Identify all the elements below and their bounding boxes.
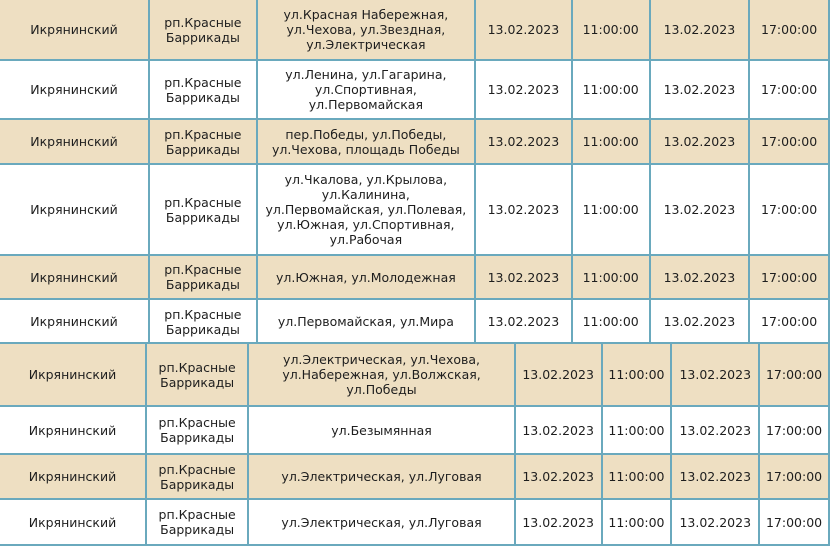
end-date-cell: 13.02.2023 — [650, 119, 750, 164]
start-date-cell: 13.02.2023 — [515, 406, 602, 454]
table-row — [0, 299, 829, 344]
end-date-cell: 13.02.2023 — [650, 255, 750, 299]
start-time-cell: 11:00:00 — [572, 119, 650, 164]
end-time-cell: 17:00:00 — [749, 164, 829, 255]
table-row — [0, 454, 829, 499]
end-date-cell: 13.02.2023 — [650, 164, 750, 255]
end-date-cell: 13.02.2023 — [650, 60, 750, 119]
end-time-cell: 17:00:00 — [749, 299, 829, 344]
streets-cell: ул.Электрическая, ул.Чехова, ул.Набережная, ул.Волжская, ул.Победы — [248, 343, 514, 406]
streets-cell: ул.Первомайская, ул.Мира — [257, 299, 475, 344]
district-cell: Икрянинский — [0, 164, 149, 255]
start-date-cell: 13.02.2023 — [475, 0, 572, 60]
end-time-cell: 17:00:00 — [759, 499, 829, 545]
start-time-cell: 11:00:00 — [572, 299, 650, 344]
district-cell: Икрянинский — [0, 499, 146, 545]
district-cell: Икрянинский — [0, 60, 149, 119]
start-time-cell: 11:00:00 — [572, 164, 650, 255]
streets-cell: ул.Электрическая, ул.Луговая — [248, 499, 514, 545]
end-date-cell: 13.02.2023 — [671, 454, 759, 499]
settlement-cell: рп.Красные Баррикады — [146, 499, 248, 545]
district-cell: Икрянинский — [0, 119, 149, 164]
start-time-cell: 11:00:00 — [572, 0, 650, 60]
start-date-cell: 13.02.2023 — [475, 164, 572, 255]
district-cell: Икрянинский — [0, 0, 149, 60]
start-date-cell: 13.02.2023 — [515, 343, 602, 406]
streets-cell: ул.Красная Набережная, ул.Чехова, ул.Звездная, ул.Электрическая — [257, 0, 475, 60]
end-time-cell: 17:00:00 — [749, 119, 829, 164]
end-date-cell: 13.02.2023 — [671, 343, 759, 406]
table-row — [0, 164, 829, 255]
start-time-cell: 11:00:00 — [572, 255, 650, 299]
settlement-cell: рп.Красные Баррикады — [149, 0, 257, 60]
start-time-cell: 11:00:00 — [602, 454, 672, 499]
end-date-cell: 13.02.2023 — [650, 299, 750, 344]
start-date-cell: 13.02.2023 — [515, 454, 602, 499]
table-row — [0, 499, 829, 545]
table-row — [0, 406, 829, 454]
outage-schedule-table-lower — [0, 342, 830, 546]
settlement-cell: рп.Красные Баррикады — [149, 119, 257, 164]
district-cell: Икрянинский — [0, 454, 146, 499]
end-date-cell: 13.02.2023 — [671, 406, 759, 454]
district-cell: Икрянинский — [0, 406, 146, 454]
end-time-cell: 17:00:00 — [759, 406, 829, 454]
start-date-cell: 13.02.2023 — [475, 119, 572, 164]
settlement-cell: рп.Красные Баррикады — [149, 299, 257, 344]
end-time-cell: 17:00:00 — [749, 255, 829, 299]
settlement-cell: рп.Красные Баррикады — [149, 164, 257, 255]
streets-cell: ул.Безымянная — [248, 406, 514, 454]
end-date-cell: 13.02.2023 — [671, 499, 759, 545]
settlement-cell: рп.Красные Баррикады — [146, 454, 248, 499]
table-row — [0, 0, 829, 60]
table-row — [0, 60, 829, 119]
end-date-cell: 13.02.2023 — [650, 0, 750, 60]
end-time-cell: 17:00:00 — [749, 60, 829, 119]
streets-cell: ул.Ленина, ул.Гагарина, ул.Спортивная, ул.Первомайская — [257, 60, 475, 119]
end-time-cell: 17:00:00 — [759, 454, 829, 499]
table-row — [0, 255, 829, 299]
table-row — [0, 343, 829, 406]
start-time-cell: 11:00:00 — [572, 60, 650, 119]
streets-cell: ул.Южная, ул.Молодежная — [257, 255, 475, 299]
settlement-cell: рп.Красные Баррикады — [146, 343, 248, 406]
settlement-cell: рп.Красные Баррикады — [149, 255, 257, 299]
start-date-cell: 13.02.2023 — [475, 255, 572, 299]
settlement-cell: рп.Красные Баррикады — [146, 406, 248, 454]
streets-cell: ул.Чкалова, ул.Крылова, ул.Калинина, ул.Первомайская, ул.Полевая, ул.Южная, ул.Спортивная, ул.Рабочая — [257, 164, 475, 255]
district-cell: Икрянинский — [0, 255, 149, 299]
end-time-cell: 17:00:00 — [749, 0, 829, 60]
start-date-cell: 13.02.2023 — [475, 60, 572, 119]
streets-cell: ул.Электрическая, ул.Луговая — [248, 454, 514, 499]
settlement-cell: рп.Красные Баррикады — [149, 60, 257, 119]
district-cell: Икрянинский — [0, 299, 149, 344]
start-date-cell: 13.02.2023 — [475, 299, 572, 344]
start-time-cell: 11:00:00 — [602, 343, 672, 406]
end-time-cell: 17:00:00 — [759, 343, 829, 406]
table-row — [0, 119, 829, 164]
streets-cell: пер.Победы, ул.Победы, ул.Чехова, площадь Победы — [257, 119, 475, 164]
start-time-cell: 11:00:00 — [602, 499, 672, 545]
start-time-cell: 11:00:00 — [602, 406, 672, 454]
start-date-cell: 13.02.2023 — [515, 499, 602, 545]
district-cell: Икрянинский — [0, 343, 146, 406]
